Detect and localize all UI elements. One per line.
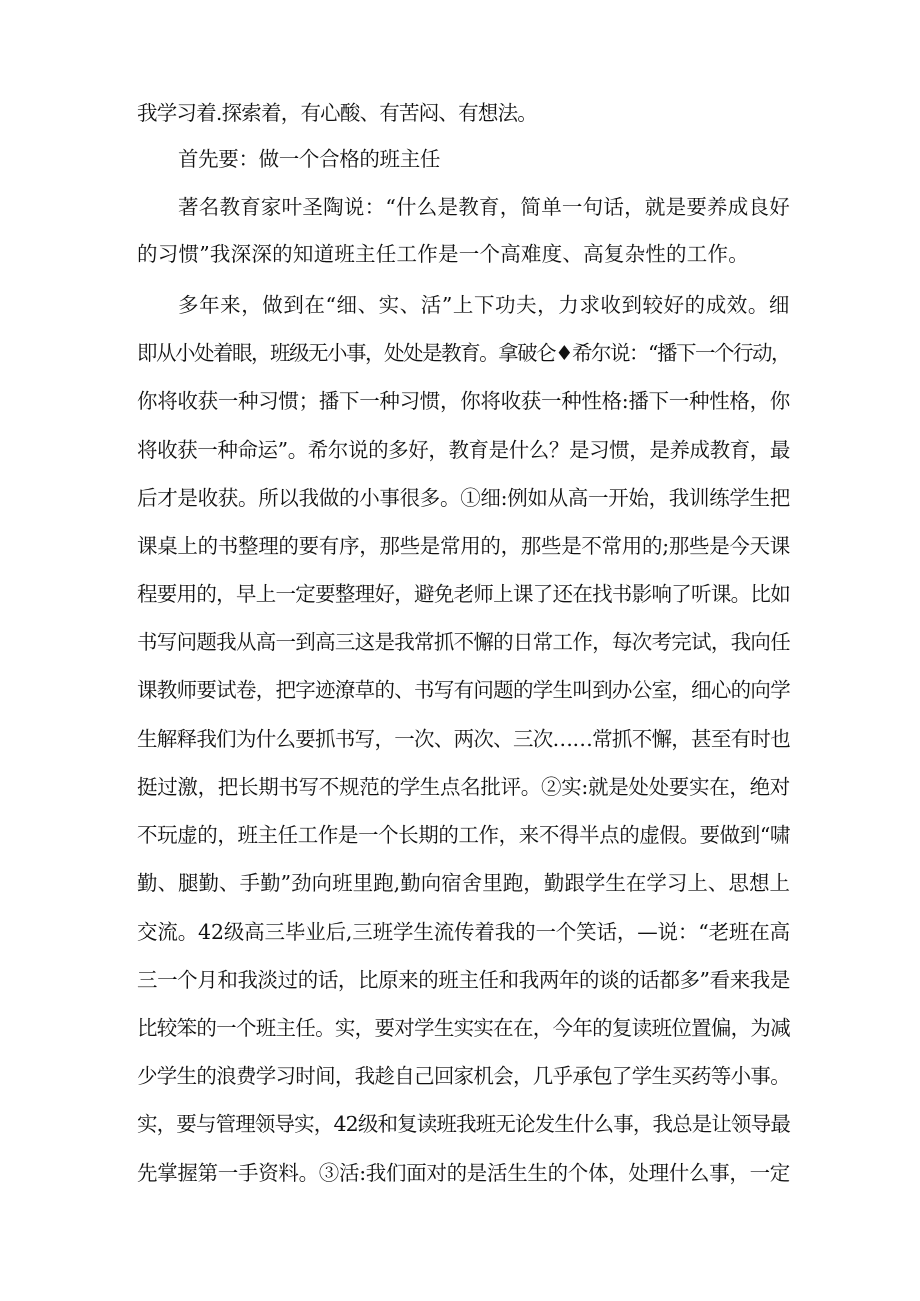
text-line-10: 课桌上的书整理的要有序，那些是常用的，那些是不常用的;那些是今天课 [137,534,790,558]
text-line-13: 课教师要试卷，把字迹潦草的、书写有问题的学生叫到办公室，细心的向学 [137,678,790,702]
text-line-14: 生解释我们为什么要抓书写，一次、两次、三次……常抓不懈，甚至有时也 [137,727,790,751]
text-line-21: 少学生的浪费学习时间，我趁自己回家机会，几乎承包了学生买药等小事。 [137,1064,790,1088]
text-line-22: 实，要与管理领导实，42级和复读班我班无论发生什么事，我总是让领导最 [137,1112,790,1136]
text-line-17: 勤、腿勤、手勤”劲向班里跑,勤向宿舍里跑，勤跟学生在学习上、思想上 [137,871,790,895]
text-line-1: 我学习着.探索着，有心酸、有苦闷、有想法。 [137,101,537,125]
text-line-7: 你将收获一种习惯；播下一种习惯，你将收获一种性格:播下一种性格，你 [137,389,790,413]
section-heading: 首先要：做一个合格的班主任 [178,147,440,171]
text-line-23: 先掌握第一手资料。③活:我们面对的是活生生的个体，处理什么事，一定 [137,1161,790,1185]
text-line-19: 三一个月和我淡过的话，比原来的班主任和我两年的谈的话都多”看来我是 [137,968,790,992]
text-line-12: 书写问题我从高一到高三这是我常抓不懈的日常工作，每次考完试，我向任 [137,630,790,654]
text-line-20: 比较笨的一个班主任。实，要对学生实实在在，今年的复读班位置偏，为减 [137,1016,790,1040]
text-line-6: 即从小处着眼，班级无小事，处处是教育。拿破仑♦希尔说：“播下一个行动， [137,341,790,365]
text-line-11: 程要用的，早上一定要整理好，避免老师上课了还在找书影响了听课。比如 [137,582,790,606]
text-line-9: 后才是收获。所以我做的小事很多。①细:例如从高一开始，我训练学生把 [137,486,790,510]
text-line-4: 的习惯”我深深的知道班主任工作是一个高难度、高复杂性的工作。 [137,242,749,266]
text-line-16: 不玩虚的，班主任工作是一个长期的工作，来不得半点的虚假。要做到“啸 [137,823,790,847]
text-line-5: 多年来，做到在“细、实、活”上下功夫，力求收到较好的成效。细 [178,293,790,317]
text-line-8: 将收获一种命运”。希尔说的多好，教育是什么？是习惯，是养成教育，最 [137,438,790,462]
text-line-3: 著名教育家叶圣陶说：“什么是教育，简单一句话，就是要养成良好 [178,195,790,219]
text-line-18: 交流。42级高三毕业后,三班学生流传着我的一个笑话，—说：“老班在高 [137,920,790,944]
text-line-15: 挺过激，把长期书写不规范的学生点名批评。②实:就是处处要实在，绝对 [137,775,790,799]
